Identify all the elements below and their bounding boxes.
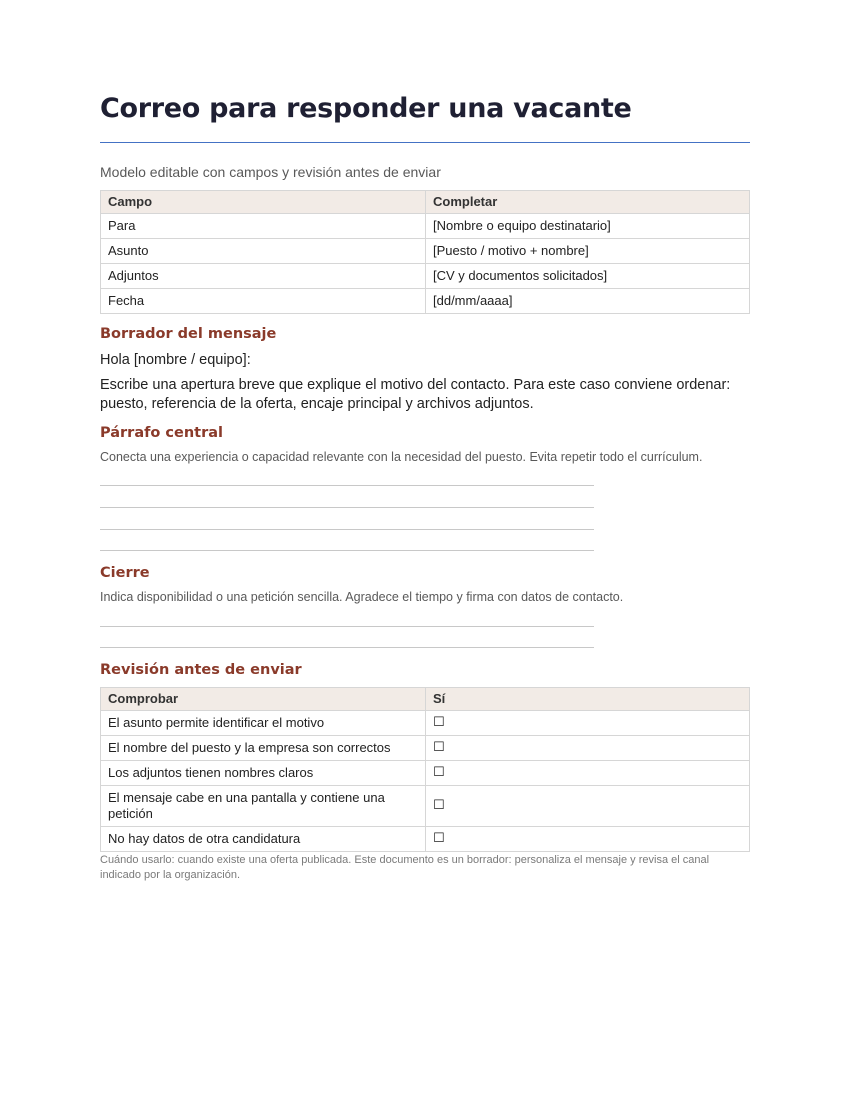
table-header-row (101, 688, 750, 711)
table-row (101, 239, 750, 264)
central-note: Conecta una experiencia o capacidad relevante con la necesidad del puesto. Evita repetir todo el currículum. (100, 450, 703, 464)
column-header-si: Sí (426, 688, 750, 711)
writing-line[interactable] (100, 626, 594, 627)
page-title: Correo para responder una vacante (100, 93, 632, 124)
field-value-asunto[interactable]: [Puesto / motivo + nombre] (426, 239, 750, 264)
field-label-asunto: Asunto (101, 239, 426, 264)
column-header-campo: Campo (101, 191, 426, 214)
page-subtitle: Modelo editable con campos y revisión antes de enviar (100, 164, 441, 180)
column-header-completar: Completar (426, 191, 750, 214)
draft-intro: Escribe una apertura breve que explique el motivo del contacto. Para este caso conviene ordenar: puesto, referencia de la oferta, encaje principal y archivos adjuntos. (100, 377, 731, 412)
field-value-para[interactable]: [Nombre o equipo destinatario] (426, 214, 750, 239)
checkbox[interactable]: ☐ (426, 711, 750, 736)
field-label-adjuntos: Adjuntos (101, 264, 426, 289)
writing-line[interactable] (100, 507, 594, 508)
table-row (101, 827, 750, 852)
writing-line[interactable] (100, 550, 594, 551)
check-item: El asunto permite identificar el motivo (101, 711, 426, 736)
field-value-fecha[interactable]: [dd/mm/aaaa] (426, 289, 750, 314)
writing-line[interactable] (100, 529, 594, 530)
writing-line[interactable] (100, 647, 594, 648)
check-item: El nombre del puesto y la empresa son correctos (101, 736, 426, 761)
draft-greeting: Hola [nombre / equipo]: (100, 352, 251, 368)
column-header-comprobar: Comprobar (101, 688, 426, 711)
central-heading: Párrafo central (100, 425, 224, 441)
fields-table (100, 190, 750, 314)
closing-note: Indica disponibilidad o una petición sencilla. Agradece el tiempo y firma con datos de contacto. (100, 590, 624, 604)
check-item: El mensaje cabe en una pantalla y contiene una petición (101, 786, 426, 827)
review-checklist-table (100, 687, 750, 852)
table-row (101, 736, 750, 761)
draft-heading: Borrador del mensaje (100, 326, 277, 342)
check-item: No hay datos de otra candidatura (101, 827, 426, 852)
table-row (101, 264, 750, 289)
writing-line[interactable] (100, 485, 594, 486)
checkbox[interactable]: ☐ (426, 786, 750, 827)
table-header-row (101, 191, 750, 214)
check-item: Los adjuntos tienen nombres claros (101, 761, 426, 786)
table-row (101, 786, 750, 827)
title-divider (100, 142, 750, 143)
usage-footnote: Cuándo usarlo: cuando existe una oferta publicada. Este documento es un borrador: personaliza el mensaje y revisa el canal indicado por la organización. (100, 854, 710, 881)
checkbox[interactable]: ☐ (426, 736, 750, 761)
field-label-para: Para (101, 214, 426, 239)
table-row (101, 761, 750, 786)
checkbox[interactable]: ☐ (426, 827, 750, 852)
table-row (101, 289, 750, 314)
review-heading: Revisión antes de enviar (100, 662, 302, 678)
table-row (101, 214, 750, 239)
table-row (101, 711, 750, 736)
field-value-adjuntos[interactable]: [CV y documentos solicitados] (426, 264, 750, 289)
field-label-fecha: Fecha (101, 289, 426, 314)
closing-heading: Cierre (100, 565, 150, 581)
checkbox[interactable]: ☐ (426, 761, 750, 786)
